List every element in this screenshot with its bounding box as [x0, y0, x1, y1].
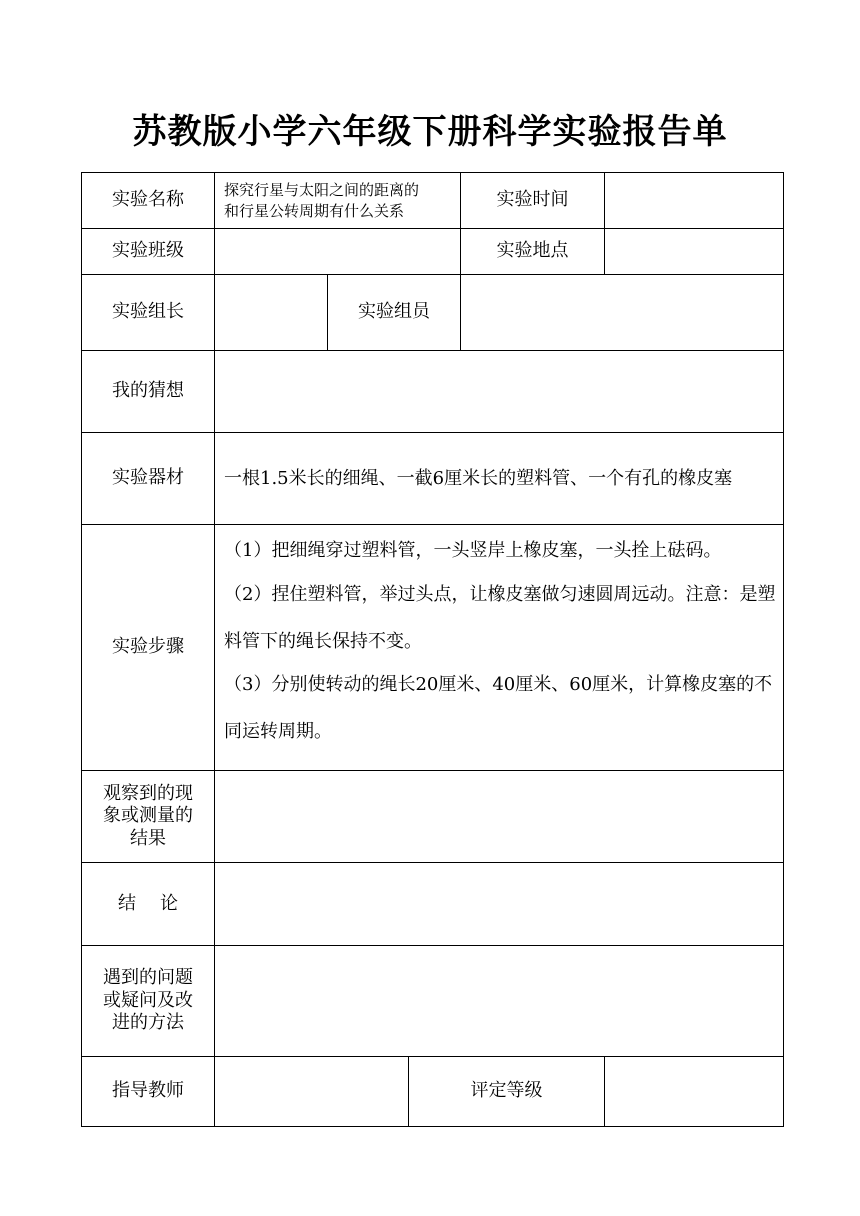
value-observations[interactable]: [214, 770, 784, 863]
label-teacher: 指导教师: [81, 1056, 215, 1127]
value-experiment-class[interactable]: [214, 228, 461, 275]
observations-label-line-3: 结果: [130, 827, 166, 849]
label-grade: 评定等级: [408, 1056, 605, 1127]
value-steps[interactable]: [214, 524, 784, 771]
experiment-report-form: [81, 172, 784, 1127]
label-steps: 实验步骤: [81, 524, 215, 771]
step-2: （2）捏住塑料管，举过头点，让橡皮塞做匀速圆周远动。注意：是塑料管下的绳长保持不变。: [224, 583, 776, 652]
value-grade[interactable]: [604, 1056, 784, 1127]
label-problems: [81, 945, 215, 1057]
label-materials: 实验器材: [81, 432, 215, 525]
observations-label-line-2: 象或测量的: [103, 805, 193, 827]
value-materials[interactable]: 一根1.5米长的细绳、一截6厘米长的塑料管、一个有孔的橡皮塞: [214, 432, 784, 525]
step-3: （3）分别使转动的绳长20厘米、40厘米、60厘米，计算橡皮塞的不同运转周期。: [224, 674, 773, 743]
label-conclusion: [81, 862, 215, 946]
experiment-name-line-2: 和行星公转周期有什么关系: [224, 201, 405, 220]
value-experiment-place[interactable]: [604, 228, 784, 275]
value-problems[interactable]: [214, 945, 784, 1057]
problems-label-line-2: 或疑问及改: [103, 989, 193, 1011]
label-experiment-time: 实验时间: [460, 172, 605, 229]
value-experiment-time[interactable]: [604, 172, 784, 229]
label-group-members: 实验组员: [327, 274, 461, 351]
observations-label-line-1: 观察到的现: [103, 782, 193, 804]
problems-label-line-1: 遇到的问题: [103, 967, 193, 989]
value-conclusion[interactable]: [214, 862, 784, 946]
experiment-name-line-1: 探究行星与太阳之间的距离的: [224, 181, 420, 200]
label-experiment-place: 实验地点: [460, 228, 605, 275]
page-title: 苏教版小学六年级下册科学实验报告单: [132, 112, 728, 152]
conclusion-label-text: 结论: [118, 892, 202, 914]
label-my-guess: 我的猜想: [81, 350, 215, 433]
value-group-members[interactable]: [460, 274, 784, 351]
step-1: （1）把细绳穿过塑料管，一头竖岸上橡皮塞，一头拴上砝码。: [224, 540, 722, 561]
problems-label-line-3: 进的方法: [112, 1012, 184, 1034]
label-group-leader: 实验组长: [81, 274, 215, 351]
value-teacher[interactable]: [214, 1056, 409, 1127]
value-experiment-name[interactable]: [214, 172, 461, 229]
value-group-leader[interactable]: [214, 274, 328, 351]
label-observations: [81, 770, 215, 863]
value-my-guess[interactable]: [214, 350, 784, 433]
label-experiment-name: 实验名称: [81, 172, 215, 229]
label-experiment-class: 实验班级: [81, 228, 215, 275]
